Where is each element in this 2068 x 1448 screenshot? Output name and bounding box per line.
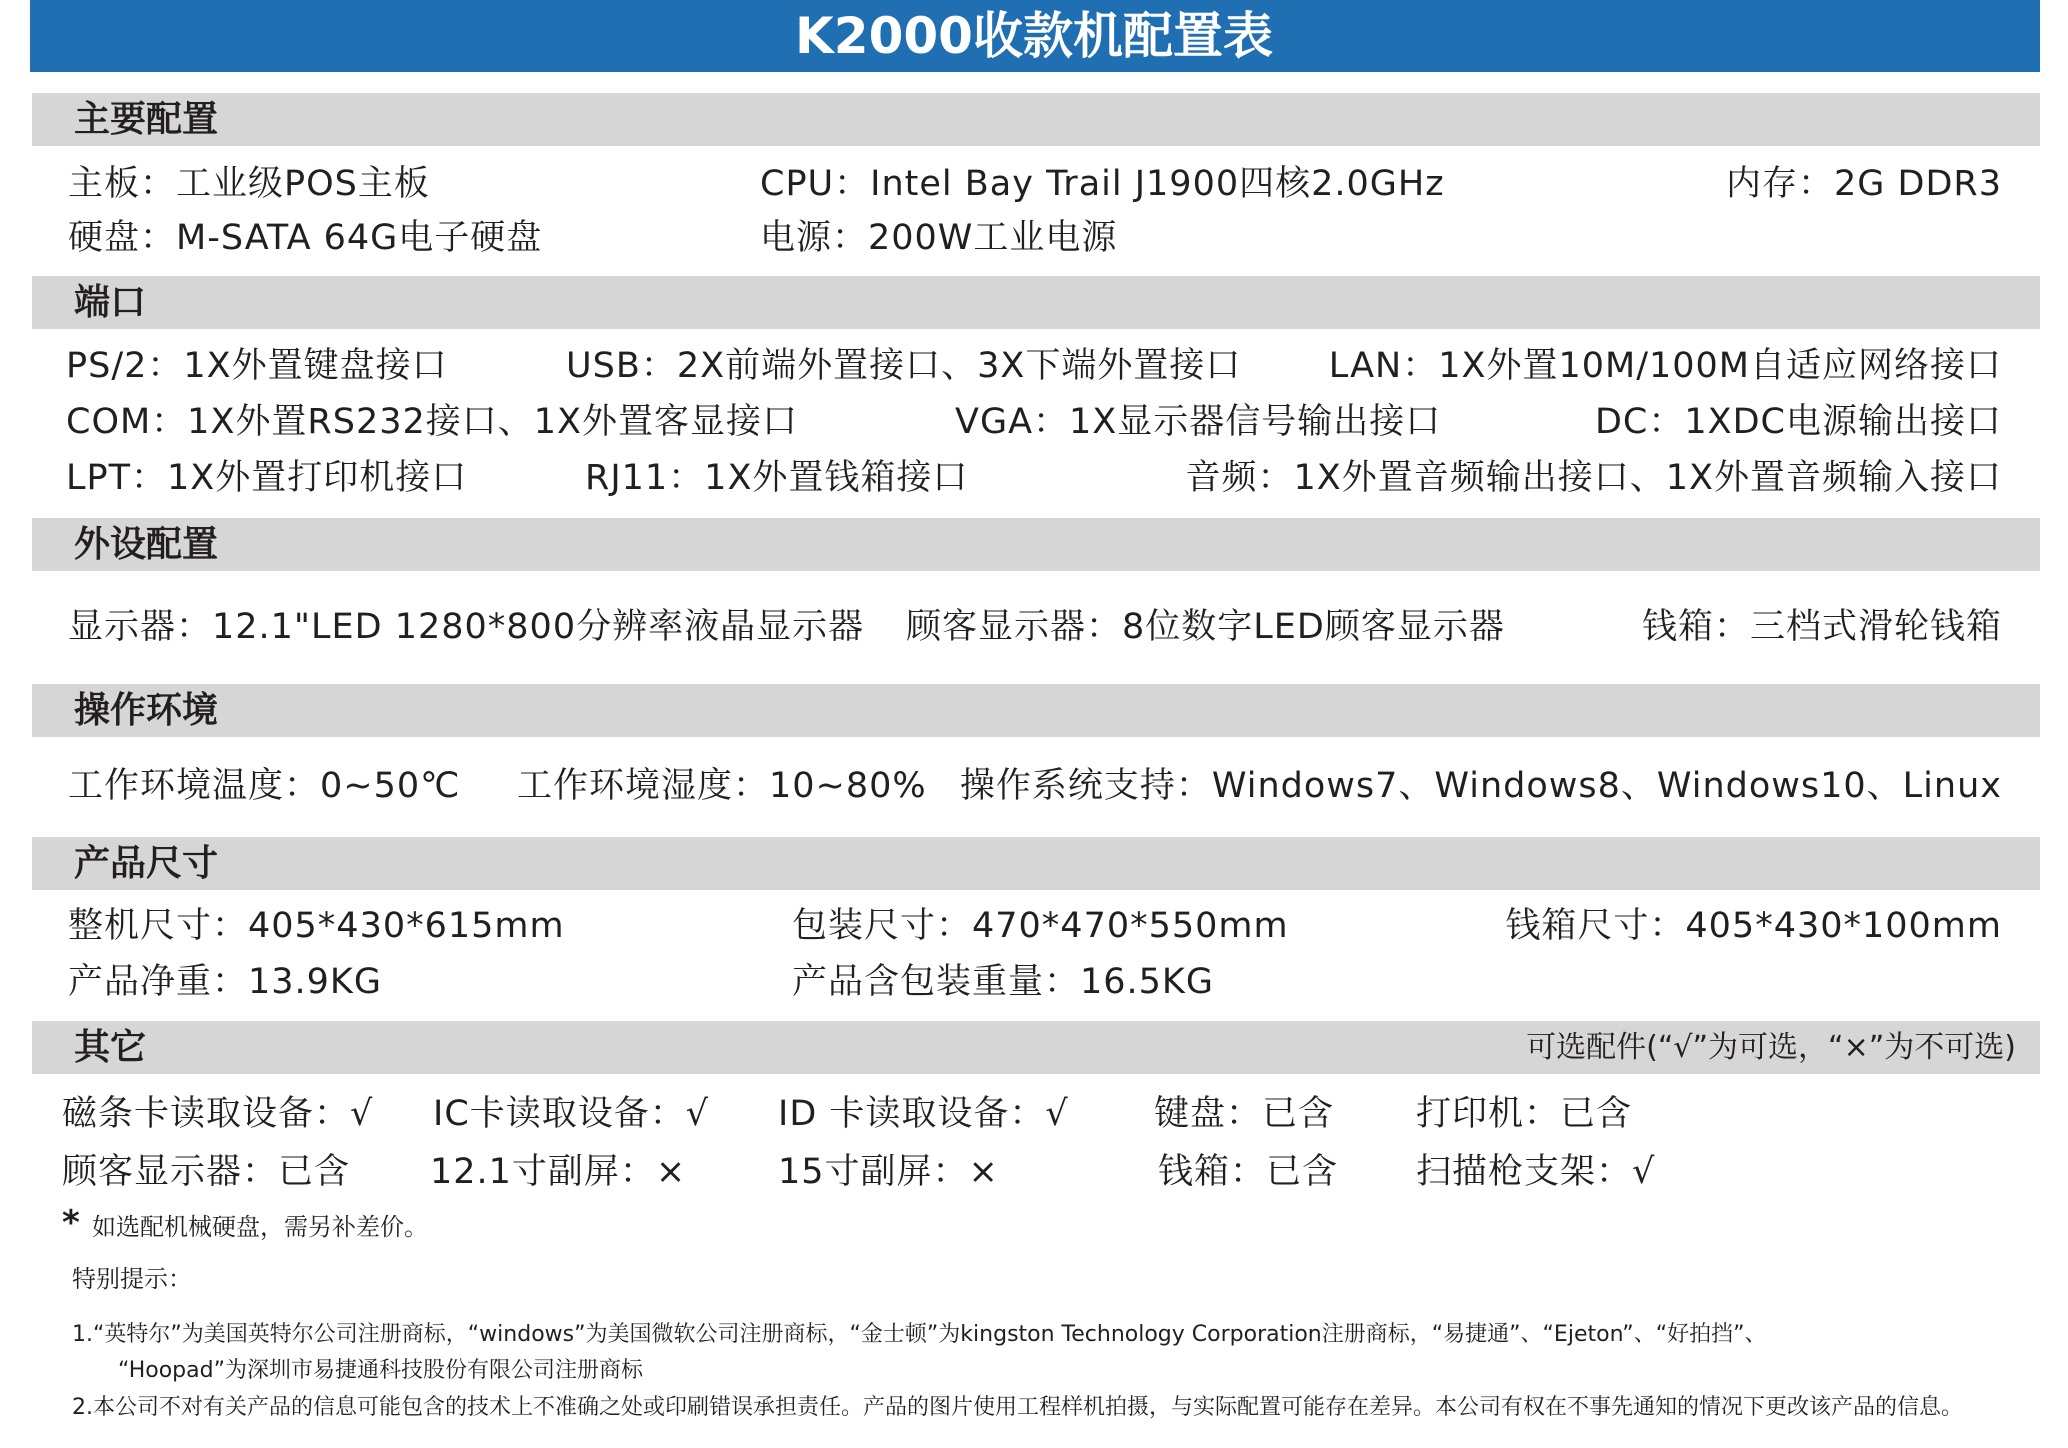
env-humidity: 工作环境湿度：10~80% <box>517 766 927 806</box>
peripheral-cash-drawer: 钱箱：三档式滑轮钱箱 <box>1641 607 2002 647</box>
other-customer-display: 顾客显示器：已含 <box>62 1152 351 1192</box>
section-band-ports <box>32 276 2040 329</box>
other-scanner-stand: 扫描枪支架：√ <box>1416 1152 1656 1192</box>
other-keyboard: 键盘：已含 <box>1154 1094 1335 1134</box>
section-title-dimensions: 产品尺寸 <box>74 843 219 884</box>
spec-disk: 硬盘：M-SATA 64G电子硬盘 <box>68 218 543 258</box>
dim-net-weight: 产品净重：13.9KG <box>68 962 383 1002</box>
optional-accessory-note: 可选配件(“√”为可选，“×”为不可选) <box>1526 1030 2016 1065</box>
port-lpt: LPT：1X外置打印机接口 <box>66 458 468 498</box>
other-secondary-screen-15: 15寸副屏：× <box>778 1152 999 1192</box>
dim-gross-weight: 产品含包装重量：16.5KG <box>792 962 1215 1002</box>
notice-line-2: 2.本公司不对有关产品的信息可能包含的技术上不准确之处或印刷错误承担责任。产品的图片使用工程样机拍摄，与实际配置可能存在差异。本公司有权在不事先通知的情况下更改该产品的信息。 <box>72 1395 1963 1420</box>
section-title-peripherals: 外设配置 <box>74 524 219 565</box>
spec-memory: 内存：2G DDR3 <box>1725 164 2002 204</box>
other-cash-drawer: 钱箱：已含 <box>1158 1152 1339 1192</box>
notice-title: 特别提示： <box>72 1265 192 1293</box>
section-title-main: 主要配置 <box>74 99 219 140</box>
section-title-ports: 端口 <box>74 282 147 323</box>
peripheral-customer-display: 顾客显示器：8位数字LED顾客显示器 <box>906 607 1505 647</box>
dim-package-size: 包装尺寸：470*470*550mm <box>792 906 1289 946</box>
port-rj11: RJ11：1X外置钱箱接口 <box>585 458 969 498</box>
footnote-star: * <box>62 1203 80 1243</box>
port-usb: USB：2X前端外置接口、3X下端外置接口 <box>566 346 1242 386</box>
port-vga: VGA：1X显示器信号输出接口 <box>955 402 1442 442</box>
dim-drawer-size: 钱箱尺寸：405*430*100mm <box>1505 906 2002 946</box>
port-com: COM：1X外置RS232接口、1X外置客显接口 <box>66 402 799 442</box>
env-temperature: 工作环境温度：0~50℃ <box>68 766 461 806</box>
footnote-text: 如选配机械硬盘，需另补差价。 <box>92 1213 428 1241</box>
section-band-environment <box>32 684 2040 737</box>
port-lan: LAN：1X外置10M/100M自适应网络接口 <box>1328 346 2002 386</box>
other-id-card: ID 卡读取设备：√ <box>778 1094 1069 1134</box>
other-ic-card: IC卡读取设备：√ <box>433 1094 710 1134</box>
notice-line-1-cont: “Hoopad”为深圳市易捷通科技股份有限公司注册商标 <box>118 1358 643 1383</box>
port-dc: DC：1XDC电源输出接口 <box>1594 402 2002 442</box>
other-magstripe: 磁条卡读取设备：√ <box>62 1094 374 1134</box>
section-band-peripherals <box>32 518 2040 571</box>
notice-line-1: 1.“英特尔”为美国英特尔公司注册商标，“windows”为美国微软公司注册商标，“金士顿”为kingston Technology Corporation注册商标，“易捷通”、“Ejeton”、“好拍挡”、 <box>72 1322 1767 1347</box>
section-band-dimensions <box>32 837 2040 890</box>
section-title-other: 其它 <box>74 1027 147 1068</box>
dim-machine-size: 整机尺寸：405*430*615mm <box>68 906 565 946</box>
spec-cpu: CPU：Intel Bay Trail J1900四核2.0GHz <box>760 164 1445 204</box>
section-band-main <box>32 93 2040 146</box>
page-title: K2000收款机配置表 <box>795 7 1273 65</box>
other-secondary-screen-12: 12.1寸副屏：× <box>430 1152 687 1192</box>
section-title-environment: 操作环境 <box>74 690 219 731</box>
spec-motherboard: 主板：工业级POS主板 <box>68 164 430 204</box>
peripheral-display: 显示器：12.1"LED 1280*800分辨率液晶显示器 <box>68 607 865 647</box>
port-audio: 音频：1X外置音频输出接口、1X外置音频输入接口 <box>1185 458 2002 498</box>
spec-power: 电源：200W工业电源 <box>760 218 1118 258</box>
port-ps2: PS/2：1X外置键盘接口 <box>66 346 448 386</box>
env-os: 操作系统支持：Windows7、Windows8、Windows10、Linux <box>959 766 2002 806</box>
other-printer: 打印机：已含 <box>1416 1094 1633 1134</box>
